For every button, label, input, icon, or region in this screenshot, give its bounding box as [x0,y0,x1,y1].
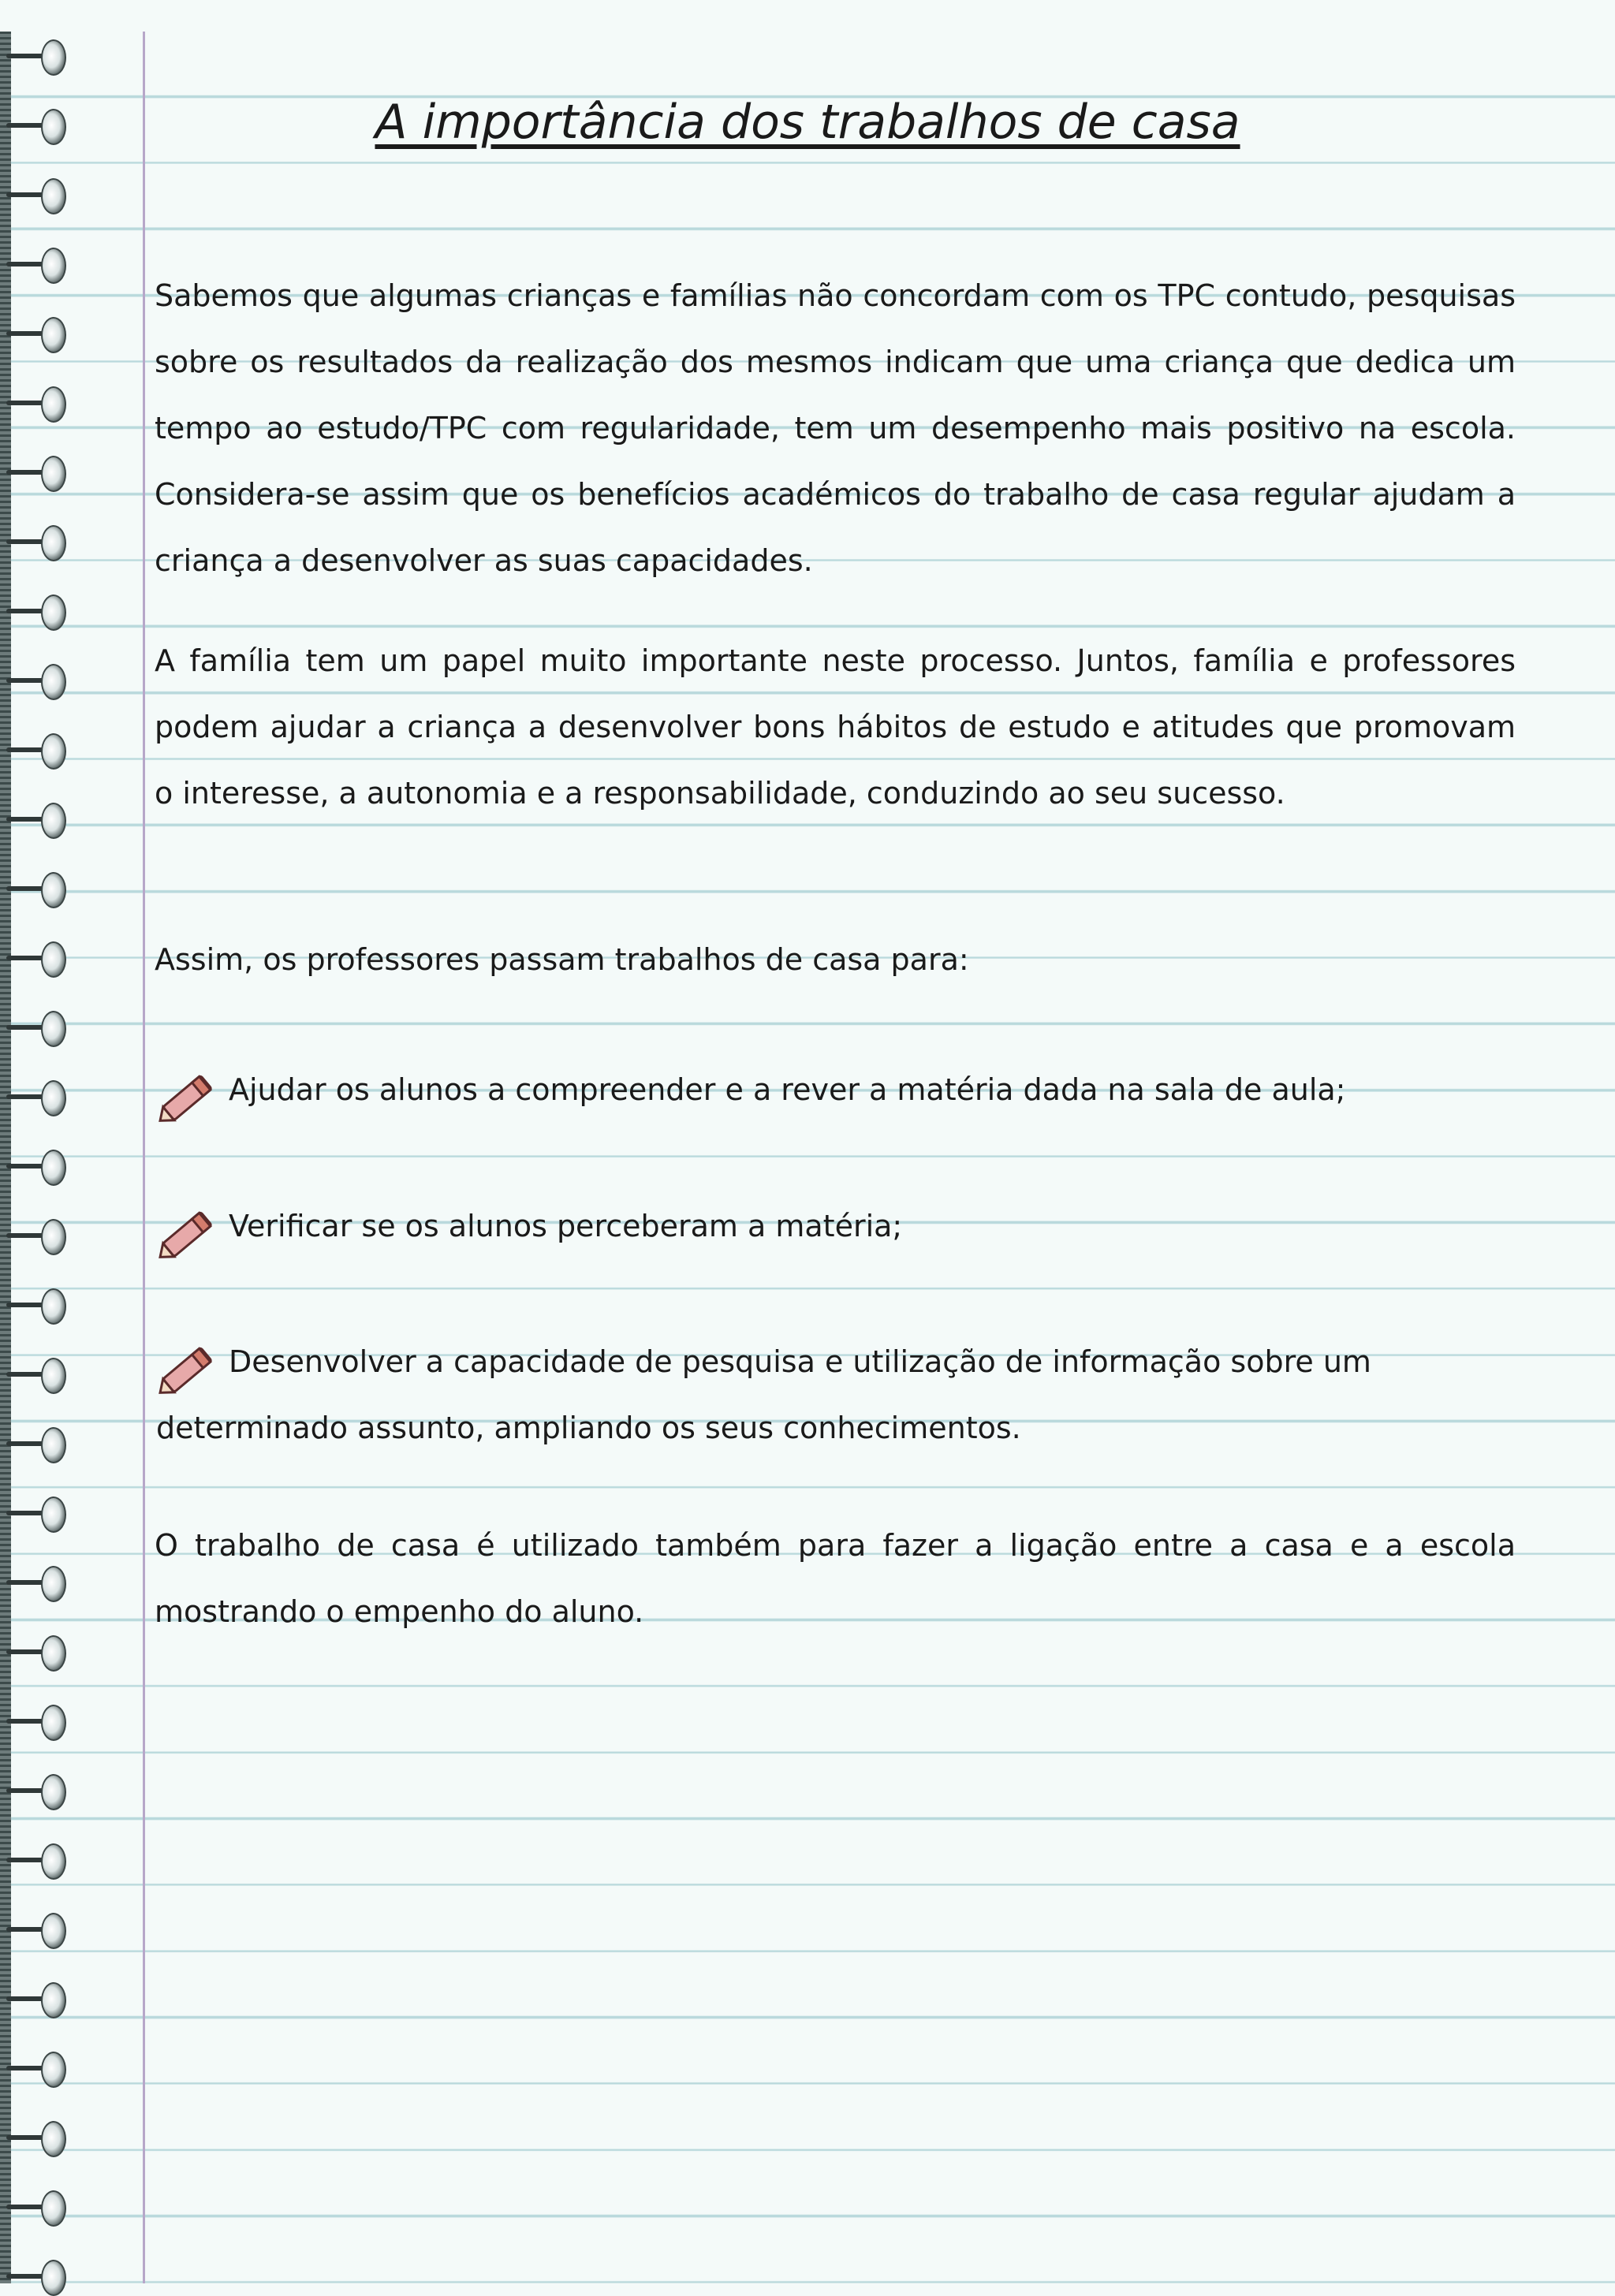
spiral-ring [6,386,68,419]
spiral-ring [6,317,68,350]
spiral-ring [6,1913,68,1946]
spiral-ring [6,2121,68,2154]
spiral-ring [6,39,68,73]
spiral-ring [6,872,68,905]
margin-line [143,32,145,2283]
spiral-ring [6,1288,68,1321]
spiral-ring [6,456,68,489]
spiral-ring [6,1219,68,1252]
notebook-spiral-binding [0,0,79,2283]
spiral-ring [6,1982,68,2015]
spiral-ring [6,1705,68,1738]
spiral-ring [6,803,68,836]
spiral-ring [6,1427,68,1460]
bullet-text-3: Desenvolver a capacidade de pesquisa e utilização de informação sobre um determinado assunto, ampliando os seus conhecimentos. [156,1344,1371,1445]
spiral-ring [6,1566,68,1599]
pencil-icon [156,1193,226,1259]
paragraph-3: Assim, os professores passam trabalhos de casa para: [155,942,969,977]
spiral-ring [6,733,68,766]
spiral-ring [6,1011,68,1044]
spiral-ring [6,941,68,975]
spiral-ring [6,1496,68,1530]
spiral-ring [6,1635,68,1668]
spiral-ring [6,1150,68,1183]
closing-paragraph: O trabalho de casa é utilizado também para fazer a ligação entre a casa e a escola mostrando o empenho do aluno. [155,1528,1516,1629]
bullet-text-1: Ajudar os alunos a compreender e a rever a matéria dada na sala de aula; [229,1072,1346,1107]
spiral-ring [6,2260,68,2293]
spiral-ring [6,1843,68,1877]
pencil-icon [156,1329,226,1395]
paragraph-2: A família tem um papel muito importante neste processo. Juntos, família e professores podem ajudar a criança a desenvolver bons hábitos de estudo e atitudes que promovam o interesse, a autonomia e a responsabilidade, conduzindo ao seu sucesso. [155,643,1516,811]
spiral-ring [6,525,68,558]
spiral-ring [6,178,68,211]
page-title: A importância dos trabalhos de casa [375,95,1240,150]
spiral-ring [6,2190,68,2223]
pencil-icon [156,1057,226,1123]
bullet-item-2 [156,1193,1517,1259]
spiral-ring [6,594,68,628]
spiral-ring [6,1774,68,1807]
spiral-ring [6,664,68,697]
spiral-ring [6,2052,68,2085]
bullet-item-1 [156,1057,1517,1123]
spiral-ring [6,1080,68,1113]
spiral-ring [6,248,68,281]
spiral-ring [6,1358,68,1391]
bullet-item-3 [156,1329,1517,1461]
bullet-text-2: Verificar se os alunos perceberam a matéria; [229,1209,903,1243]
paragraph-1: Sabemos que algumas crianças e famílias não concordam com os TPC contudo, pesquisas sobre os resultados da realização dos mesmos indicam que uma criança que dedica um tempo ao estudo/TPC com regularidade, tem um desempenho mais positivo na escola. Considera-se assim que os benefícios académicos do trabalho de casa regular ajudam a criança a desenvolver as suas capacidades. [155,278,1516,578]
